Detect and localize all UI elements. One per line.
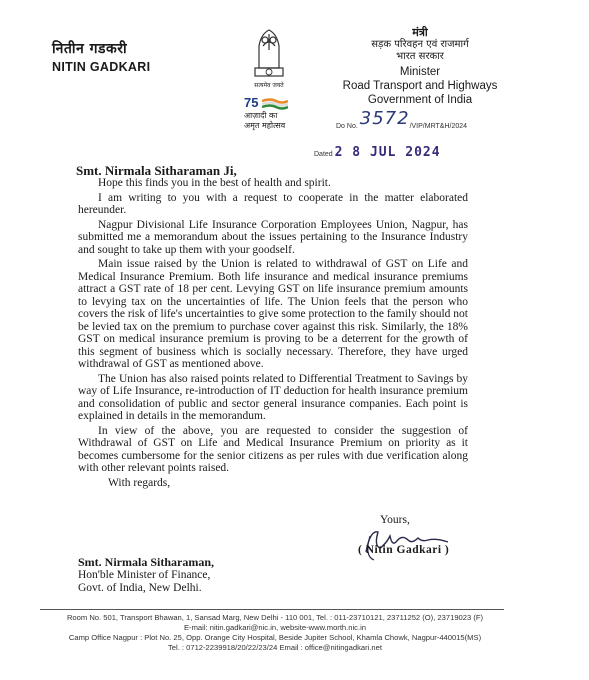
regards: With regards, xyxy=(108,476,171,489)
footer-line-2: E-mail: nitin.gadkari@nic.in, website-www.morth.nic.in xyxy=(183,623,366,632)
do-number xyxy=(336,108,468,133)
paragraph-5: The Union has also raised points related to Differential Treatment to Savings by way of Life Insurance, re-introduction of IT deduction for health insurance premium and consolidation of public and sector general insurance companies. Each point is explained in details in the memorandum. xyxy=(78,372,468,422)
designation-english-1: Minister xyxy=(399,66,441,78)
tricolor-icon xyxy=(262,98,288,110)
designation-hindi-3: भारत सरकार xyxy=(396,51,444,62)
designation-hindi-2: सड़क परिवहन एवं राजमार्ग xyxy=(371,39,469,50)
date-line xyxy=(314,145,441,160)
designation-block xyxy=(330,27,510,107)
emblem-caption: सत्यमेव जयते xyxy=(254,82,284,89)
signatory-name: ( Nitin Gadkari ) xyxy=(358,544,450,556)
paragraph-4: Main issue raised by the Union is related to withdrawal of GST on Life and Medical Insurance Premium. Both life insurance and medical insurance premiums attract a GST rate of 18 per cent. Levying GST on life insurance premium amounts to levying tax on the uncertainties of life. The Union feels that the person who covers the risk of life's uncertainties to give some protection to the family should not be levied tax on the premium to purchase cover against this risk. Similarly, the 18% GST on medical insurance premium is proving to be a deterrent for the growth of this segment of business which is socially necessary. Therefore, they have urged withdrawal of GST as mentioned above. xyxy=(78,258,468,370)
sender-name-hindi: नितीन गडकरी xyxy=(52,41,128,57)
footer-address xyxy=(50,613,500,653)
national-emblem-icon xyxy=(247,20,291,98)
paragraph-3: Nagpur Divisional Life Insurance Corporation Employees Union, Nagpur, has submitted me a memorandum about the issues pertaining to the Insurance Industry and sought to take up them with your goodself. xyxy=(78,218,468,256)
closing: Yours, xyxy=(380,514,410,526)
addressee-line-2: Hon'ble Minister of Finance, xyxy=(78,569,211,581)
designation-hindi-1: मंत्री xyxy=(412,26,428,39)
footer-line-3: Camp Office Nagpur : Plot No. 25, Opp. Orange City Hospital, Beside Jupiter School, Khamla Chowk, Nagpur-440015(MS) xyxy=(68,633,482,642)
paragraph-1: Hope this finds you in the best of health and spirit. xyxy=(98,177,331,189)
date-label: Dated xyxy=(314,151,333,158)
jubilee-text-1: आज़ादी का xyxy=(244,111,278,120)
addressee-line-3: Govt. of India, New Delhi. xyxy=(78,582,202,594)
jubilee-text-2: अमृत महोत्सव xyxy=(244,121,286,130)
do-suffix: /VIP/MRT&H/2024 xyxy=(409,123,468,130)
paragraph-2: I am writing to you with a request to cooperate in the matter elaborated hereunder. xyxy=(78,191,468,216)
footer-divider xyxy=(40,609,504,610)
do-label: Do No. xyxy=(336,123,358,130)
addressee-name: Smt. Nirmala Sitharaman, xyxy=(78,555,214,569)
signature-icon xyxy=(356,522,456,564)
do-number-handwritten: 3572 xyxy=(359,108,410,129)
azadi-ka-amrit-mahotsav-logo xyxy=(244,97,314,131)
paragraph-6: In view of the above, you are requested to consider the suggestion of Withdrawal of GST on Life and Medical Insurance Premium on priority as it becomes cumbersome for the senior citizens as per rules with due verification along with other relevant points raised. xyxy=(78,424,468,474)
footer-line-1: Room No. 501, Transport Bhawan, 1, Sansad Marg, New Delhi - 110 001, Tel. : 011-23710121, 23711252 (O), 23719023 (F) xyxy=(66,613,484,622)
letter-body xyxy=(78,177,468,491)
sender-name-english: NITIN GADKARI xyxy=(52,60,151,74)
jubilee-number: 75 xyxy=(244,95,259,110)
designation-english-3: Government of India xyxy=(367,94,473,106)
footer-line-4: Tel. : 0712-2239918/20/22/23/24 Email : office@nitingadkari.net xyxy=(167,643,382,652)
date-stamp: 2 8 JUL 2024 xyxy=(334,145,441,160)
designation-english-2: Road Transport and Highways xyxy=(342,80,498,92)
salutation: Smt. Nirmala Sitharaman Ji, xyxy=(76,163,237,178)
addressee-block xyxy=(78,556,214,595)
